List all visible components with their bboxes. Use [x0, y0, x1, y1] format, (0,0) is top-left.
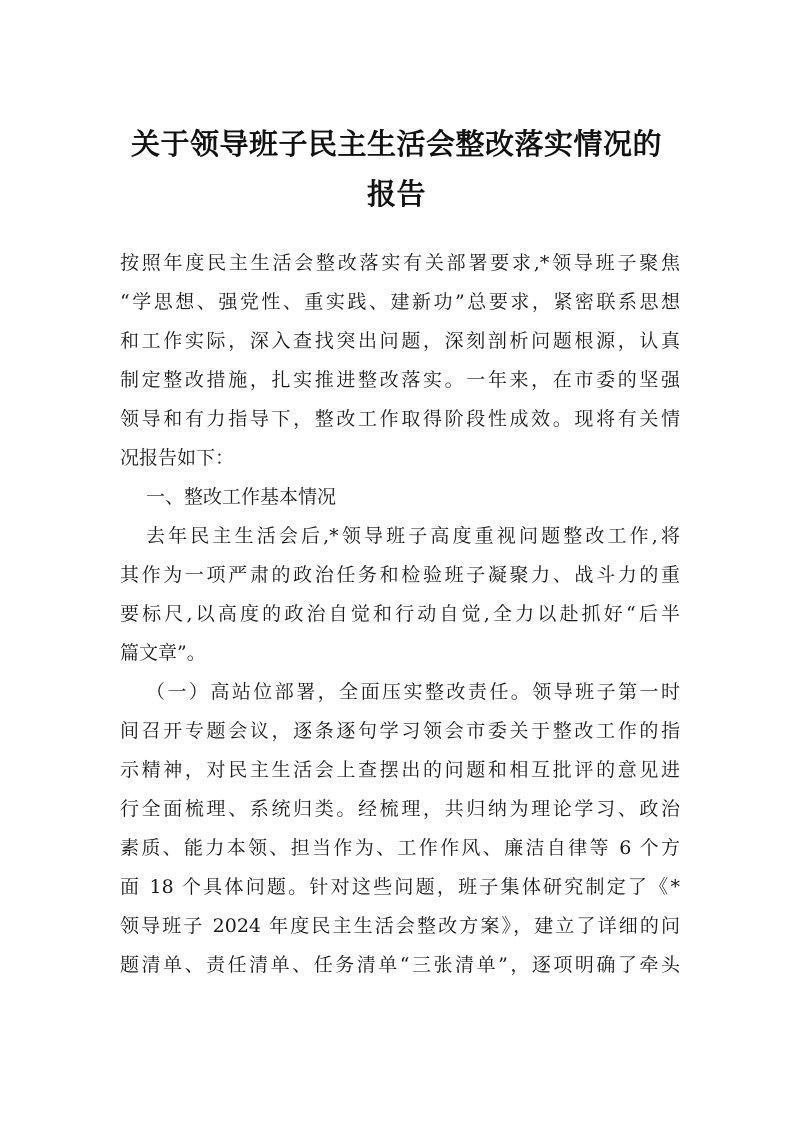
document-title-line-2: 报告	[366, 177, 426, 211]
paragraph-line: 篇文章”。	[120, 642, 206, 664]
paragraph-line: 按照年度民主生活会整改落实有关部署要求,*领导班子聚焦	[120, 252, 680, 274]
paragraph-line: “学思想、强党性、重实践、建新功”总要求，紧密联系思想	[120, 291, 680, 313]
subsection-line: （一）高站位部署，全面压实整改责任。领导班子第一时	[146, 681, 680, 703]
paragraph-line: 况报告如下：	[120, 447, 235, 469]
paragraph-line: 要标尺,以高度的政治自觉和行动自觉,全力以赴抓好“后半	[120, 603, 680, 625]
paragraph-line: 行全面梳理、系统归类。经梳理，共归纳为理论学习、政治	[120, 798, 680, 820]
paragraph-line: 其作为一项严肃的政治任务和检验班子凝聚力、战斗力的重	[120, 564, 680, 586]
paragraph-line: 示精神，对民主生活会上查摆出的问题和相互批评的意见进	[120, 759, 680, 781]
document-title-line-1: 关于领导班子民主生活会整改落实情况的	[130, 127, 662, 161]
paragraph-line: 领导和有力指导下，整改工作取得阶段性成效。现将有关情	[120, 408, 680, 430]
section-heading: 一、整改工作基本情况	[146, 486, 337, 508]
paragraph-line: 素质、能力本领、担当作为、工作作风、廉洁自律等 6 个方	[120, 837, 680, 859]
paragraph-line: 间召开专题会议，逐条逐句学习领会市委关于整改工作的指	[120, 720, 680, 742]
paragraph-line: 题清单、责任清单、任务清单“三张清单”，逐项明确了牵头	[120, 954, 680, 976]
paragraph-line: 去年民主生活会后,*领导班子高度重视问题整改工作,将	[146, 525, 680, 547]
paragraph-line: 和工作实际，深入查找突出问题，深刻剖析问题根源，认真	[120, 330, 680, 352]
paragraph-line: 领导班子 2024 年度民主生活会整改方案》，建立了详细的问	[120, 915, 680, 937]
paragraph-line: 面 18 个具体问题。针对这些问题，班子集体研究制定了《*	[120, 876, 680, 898]
paragraph-line: 制定整改措施，扎实推进整改落实。一年来，在市委的坚强	[120, 369, 680, 391]
